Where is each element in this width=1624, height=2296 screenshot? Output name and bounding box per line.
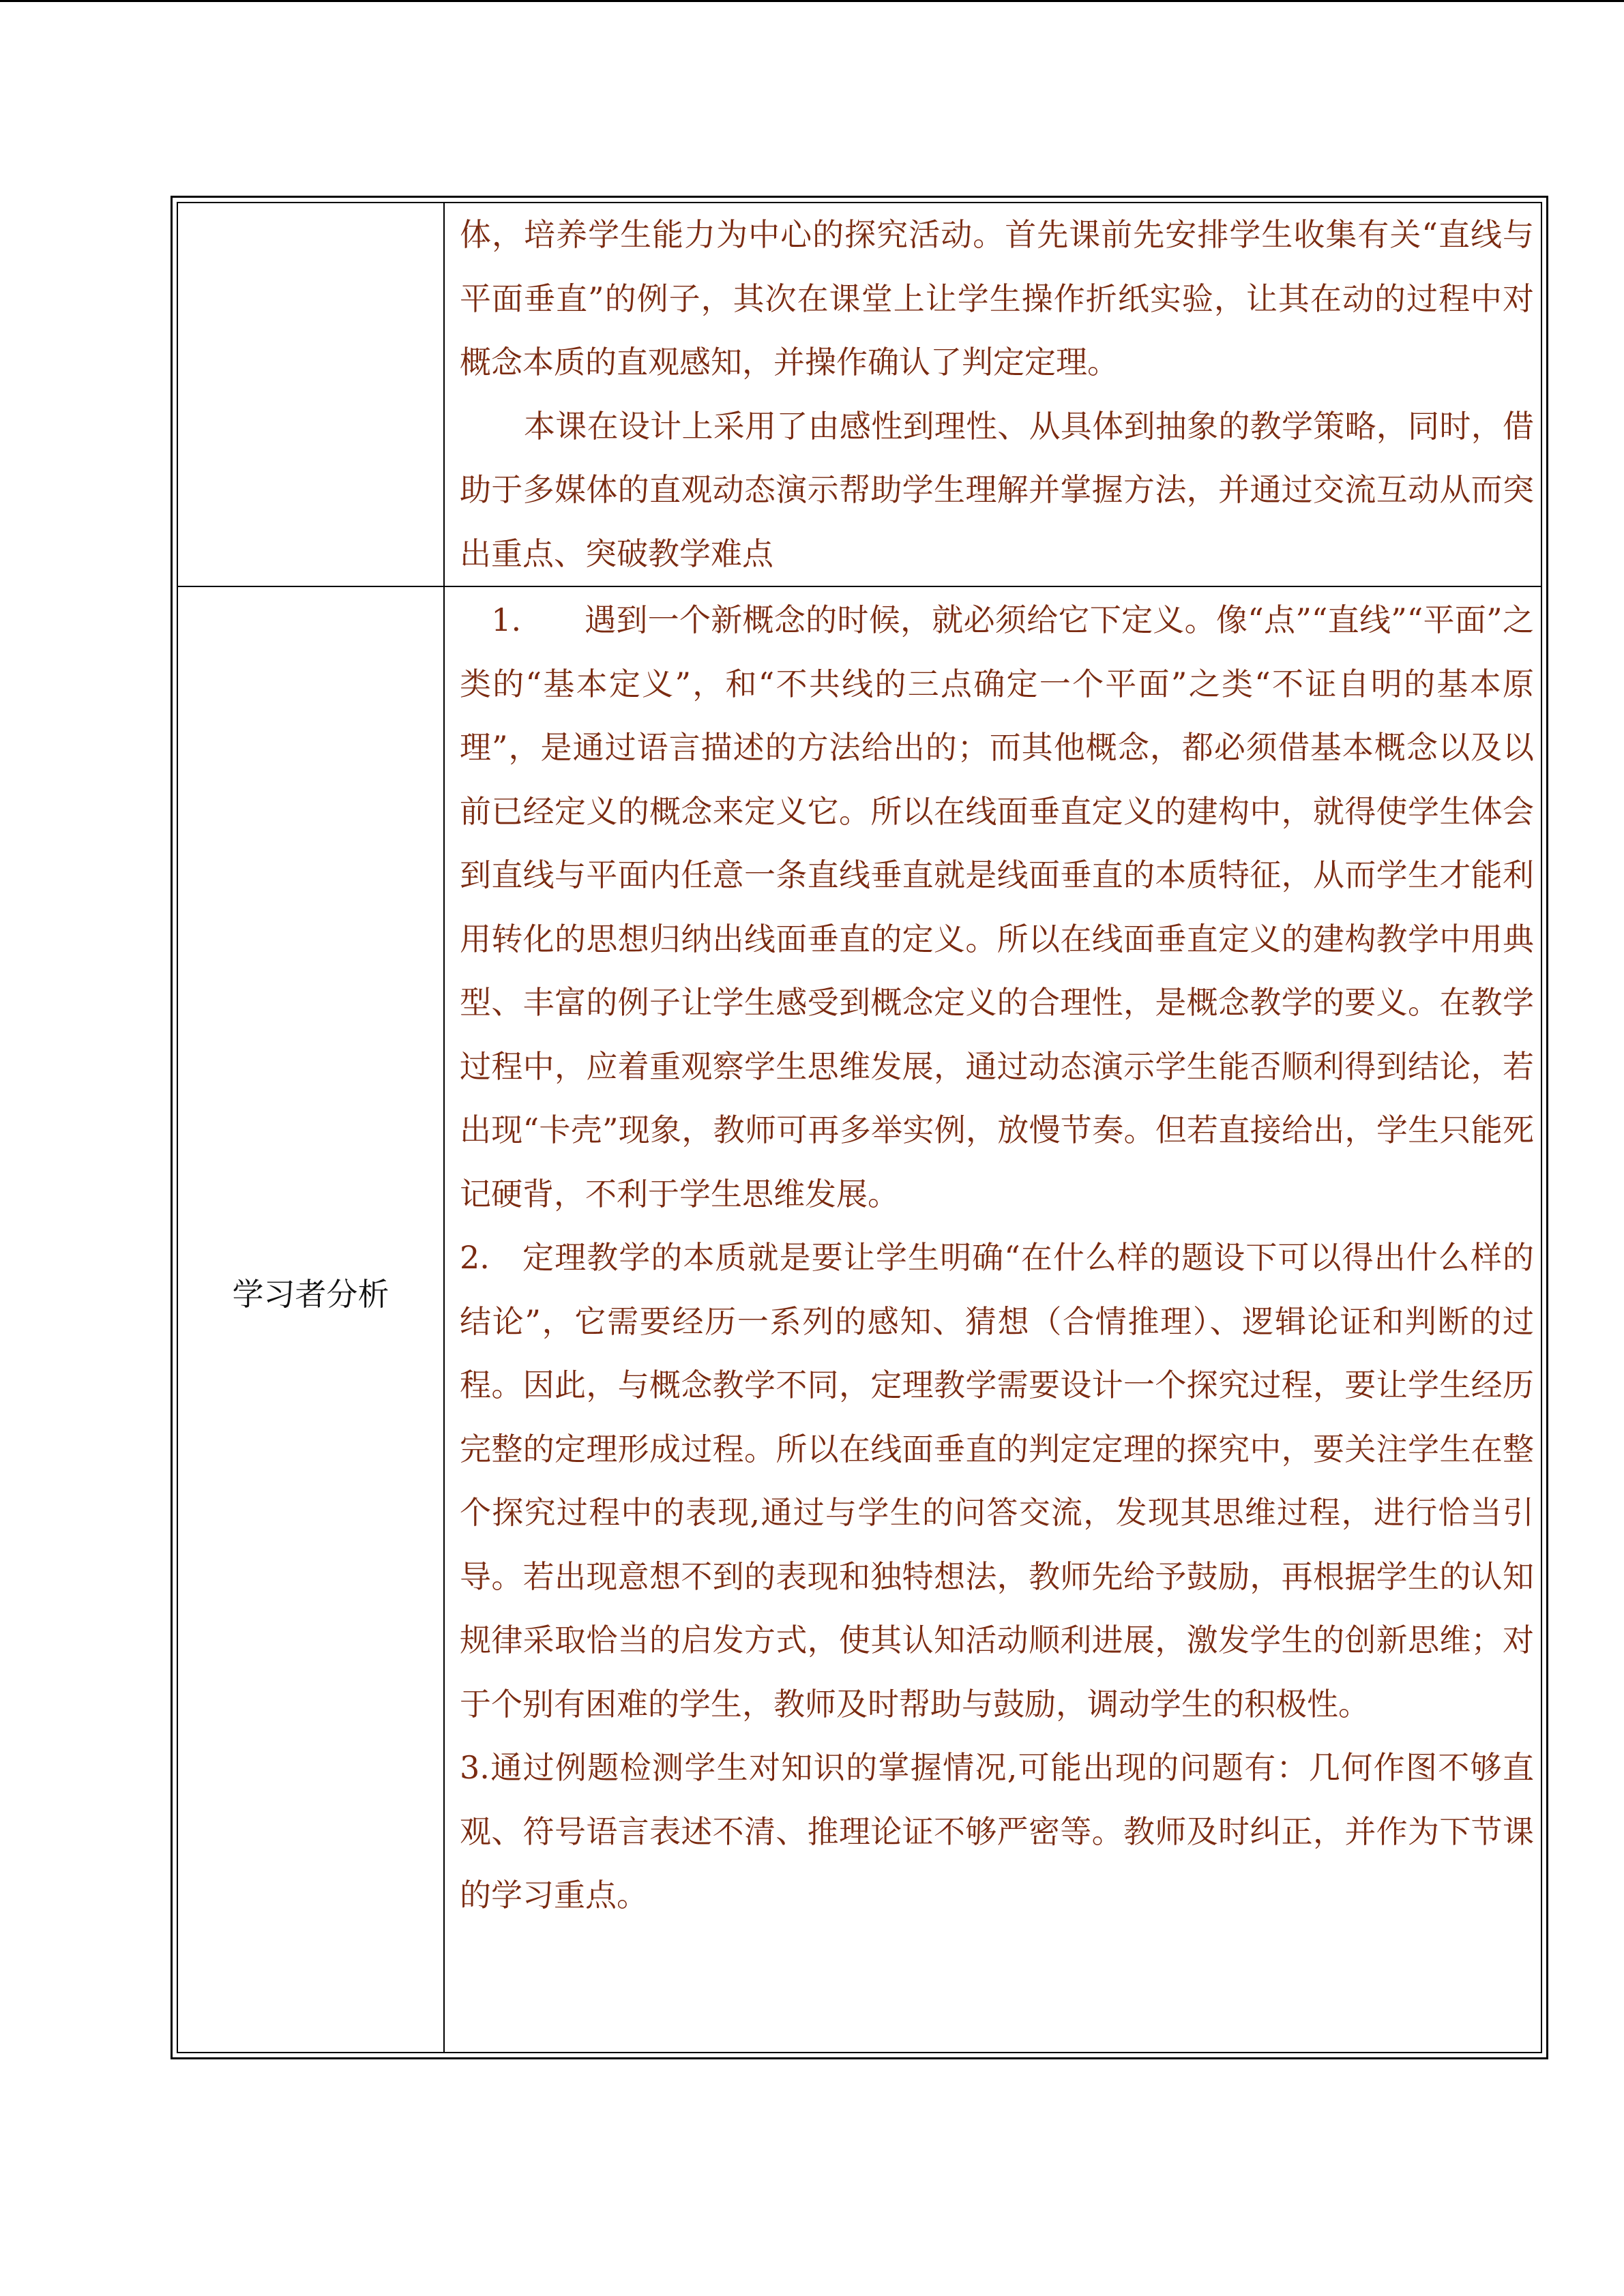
learner-analysis-label: 学习者分析: [232, 1276, 389, 1313]
row2-content: [460, 588, 1534, 1928]
row2-paragraph-2: 2. 定理教学的本质就是要让学生明确“在什么样的题设下可以得出什么样的结论”，它需要经历一系列的感知、猜想（合情推理）、逻辑论证和判断的过程。因此，与概念教学不同，定理教学需要设计一个探究过程，要让学生经历完整的定理形成过程。所以在线面垂直的判定定理的探究中，要关注学生在整个探究过程中的表现,通过与学生的问答交流，发现其思维过程，进行恰当引导。若出现意想不到的表现和独特想法，教师先给予鼓励，再根据学生的认知规律采取恰当的启发方式，使其认知活动顺利进展，激发学生的创新思维；对于个别有困难的学生，教师及时帮助与鼓励，调动学生的积极性。: [460, 1239, 1534, 1723]
page-top-rule: [0, 0, 1624, 2]
row1-paragraph-2: 本课在设计上采用了由感性到理性、从具体到抽象的教学策略，同时，借助于多媒体的直观动态演示帮助学生理解并掌握方法，并通过交流互动从而突出重点、突破教学难点: [460, 407, 1534, 572]
row2-paragraph-3: 3.通过例题检测学生对知识的掌握情况,可能出现的问题有：几何作图不够直观、符号语言表述不清、推理论证不够严密等。教师及时纠正，并作为下节课的学习重点。: [460, 1749, 1534, 1913]
row-divider: [178, 586, 1541, 587]
row2-paragraph-1: 1. 遇到一个新概念的时候，就必须给它下定义。像“点”“直线”“平面”之类的“基本定义”，和“不共线的三点确定一个平面”之类“不证自明的基本原理”，是通过语言描述的方法给出的；而其他概念，都必须借基本概念以及以前已经定义的概念来定义它。所以在线面垂直定义的建构中，就得使学生体会到直线与平面内任意一条直线垂直就是线面垂直的本质特征，从而学生才能利用转化的思想归纳出线面垂直的定义。所以在线面垂直定义的建构教学中用典型、丰富的例子让学生感受到概念定义的合理性，是概念教学的要义。在教学过程中，应着重观察学生思维发展，通过动态演示学生能否顺利得到结论，若出现“卡壳”现象，教师可再多举实例，放慢节奏。但若直接给出，学生只能死记硬背，不利于学生思维发展。: [460, 601, 1534, 1212]
row1-paragraph-1: 体，培养学生能力为中心的探究活动。首先课前先安排学生收集有关“直线与平面垂直”的例子，其次在课堂上让学生操作折纸实验，让其在动的过程中对概念本质的直观感知，并操作确认了判定定理。: [460, 216, 1534, 381]
column-divider: [443, 203, 445, 2052]
lesson-plan-table: [171, 196, 1548, 2059]
row1-content: [460, 203, 1534, 586]
table-inner-border: [177, 202, 1542, 2053]
